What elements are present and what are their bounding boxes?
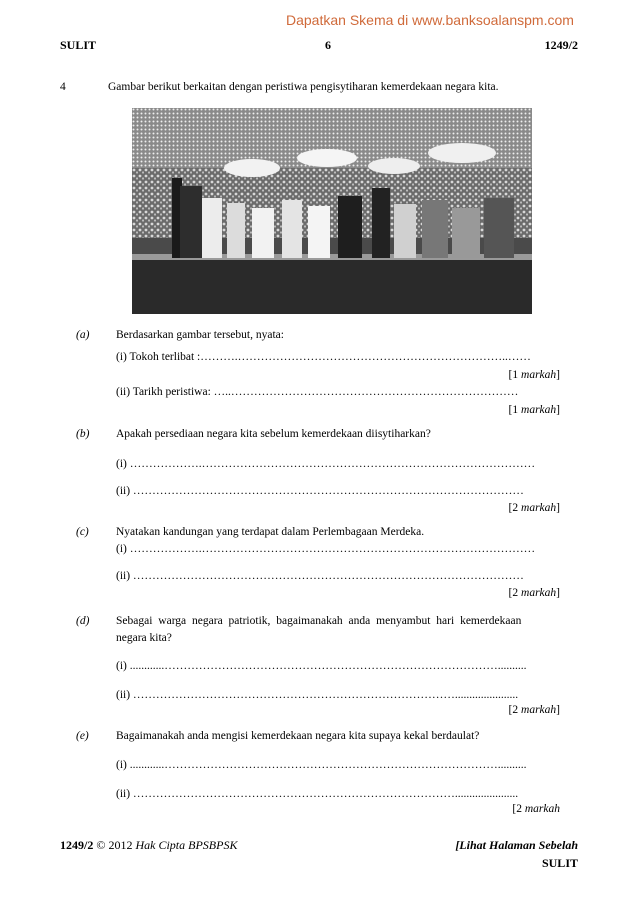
question-number: 4 xyxy=(60,81,66,93)
part-b-label: (b) xyxy=(76,428,90,440)
part-c-mark: [2 markah] xyxy=(508,587,560,599)
part-d-i-line: (i) ............…………………………………………………………………………….......... xyxy=(116,660,527,672)
part-a-i-mark: [1 markah] xyxy=(508,369,560,381)
part-c-ii-line: (ii) ………………………………………………………………………………………… xyxy=(116,570,524,582)
paper-code: 1249/2 xyxy=(544,38,578,52)
footer-next-page: [Lihat Halaman Sebelah xyxy=(455,838,578,852)
part-a-i-line: (i) Tokoh terlibat :……….……………………………………………………………..…… xyxy=(116,351,531,363)
question-text: Gambar berikut berkaitan dengan peristiwa pengisytiharan kemerdekaan negara kita. xyxy=(108,81,499,93)
part-b-prompt: Apakah persediaan negara kita sebelum kemerdekaan diisytiharkan? xyxy=(116,428,431,440)
page-number: 6 xyxy=(325,38,331,52)
part-a-label: (a) xyxy=(76,329,90,341)
photo-icon xyxy=(132,108,532,314)
part-c-i-line: (i) ……………….…………………………………………………………………………… xyxy=(116,543,536,555)
part-e-mark: [2 markah xyxy=(512,803,560,815)
part-b-ii-line: (ii) ………………………………………………………………………………………… xyxy=(116,485,524,497)
part-e-ii-line: (ii) …………………………………………………………………………...................... xyxy=(116,788,519,800)
part-d-mark: [2 markah] xyxy=(508,704,560,716)
historical-photo xyxy=(132,108,532,314)
part-a-prompt: Berdasarkan gambar tersebut, nyata: xyxy=(116,329,284,341)
footer-copyright: 1249/2 © 2012 Hak Cipta BPSBPSK xyxy=(60,838,238,852)
part-a-ii-mark: [1 markah] xyxy=(508,404,560,416)
part-c-prompt: Nyatakan kandungan yang terdapat dalam Perlembagaan Merdeka. xyxy=(116,526,425,538)
watermark: Dapatkan Skema di www.banksoalanspm.com xyxy=(286,12,574,28)
part-a-ii-line: (ii) Tarikh peristiwa: …..………………………………………………………………… xyxy=(116,386,519,398)
part-b-mark: [2 markah] xyxy=(508,502,560,514)
part-e-i-line: (i) ............…………………………………………………………………………….......... xyxy=(116,759,527,771)
part-d-ii-line: (ii) …………………………………………………………………………...................... xyxy=(116,689,519,701)
part-d-prompt-cont: negara kita? xyxy=(116,632,172,644)
part-e-label: (e) xyxy=(76,730,89,742)
part-e-prompt: Bagaimanakah anda mengisi kemerdekaan negara kita supaya kekal berdaulat? xyxy=(116,730,480,742)
part-d-label: (d) xyxy=(76,615,90,627)
part-b-i-line: (i) ……………….…………………………………………………………………………… xyxy=(116,458,536,470)
part-c-label: (c) xyxy=(76,526,89,538)
part-d-prompt: Sebagai warga negara patriotik, bagaimanakah anda menyambut hari kemerdekaan xyxy=(116,615,522,627)
footer-sulit: SULIT xyxy=(541,856,578,870)
header-sulit: SULIT xyxy=(60,38,97,52)
